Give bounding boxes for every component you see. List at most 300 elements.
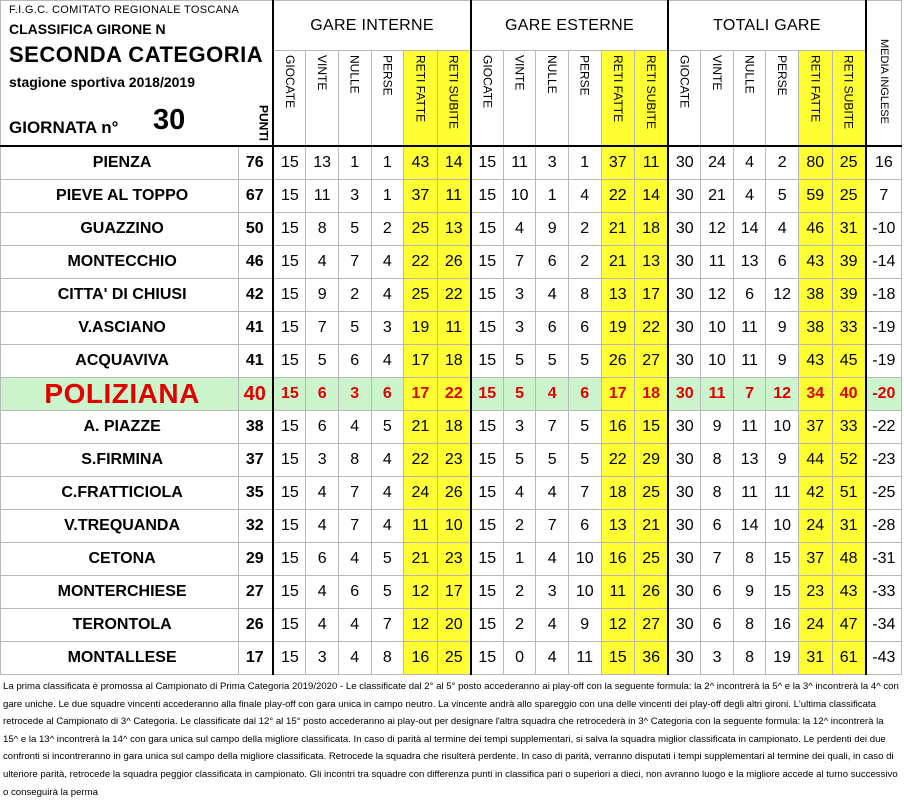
away-stat-cell: 14 [635,180,669,213]
home-stat-cell: 15 [273,180,306,213]
away-stat-cell: 6 [536,312,569,345]
total-stat-cell: 9 [701,411,734,444]
media-inglese-cell: -28 [866,510,902,543]
away-stat-cell: 5 [568,411,601,444]
total-stat-cell: 23 [798,576,832,609]
total-stat-cell: 8 [733,642,766,675]
total-stat-cell: 14 [733,213,766,246]
home-stat-cell: 4 [371,246,404,279]
media-inglese-cell: -14 [866,246,902,279]
total-stat-cell: 11 [733,477,766,510]
team-points: 40 [239,378,274,411]
team-points: 76 [239,146,274,180]
category-title: SECONDA CATEGORIA [9,42,264,67]
total-stat-cell: 42 [798,477,832,510]
away-stat-cell: 2 [568,246,601,279]
home-stat-cell: 4 [338,642,371,675]
column-header-total-4 [798,51,832,147]
away-stat-cell: 13 [601,279,635,312]
media-inglese-cell: -33 [866,576,902,609]
season-label: stagione sportiva 2018/2019 [9,74,195,90]
home-stat-cell: 6 [338,345,371,378]
home-stat-cell: 7 [338,246,371,279]
column-header-home-1 [306,51,339,147]
team-name: ACQUAVIVA [1,345,239,378]
total-stat-cell: 9 [766,312,799,345]
home-stat-cell: 6 [306,543,339,576]
team-points: 42 [239,279,274,312]
column-header-home-2 [338,51,371,147]
home-stat-cell: 1 [338,146,371,180]
home-stat-cell: 22 [404,246,438,279]
team-points: 37 [239,444,274,477]
home-stat-cell: 17 [404,378,438,411]
home-stat-cell: 25 [404,213,438,246]
total-stat-cell: 30 [668,180,701,213]
home-stat-cell: 21 [404,543,438,576]
group-total-header: TOTALI GARE [668,1,865,51]
team-points: 50 [239,213,274,246]
away-stat-cell: 3 [536,576,569,609]
team-name: CITTA' DI CHIUSI [1,279,239,312]
column-header-total-5 [832,51,866,147]
away-stat-cell: 6 [568,312,601,345]
total-stat-cell: 38 [798,312,832,345]
table-row [1,576,902,609]
media-inglese-cell: -34 [866,609,902,642]
home-stat-cell: 16 [404,642,438,675]
home-stat-cell: 15 [273,576,306,609]
column-header-total-3 [766,51,799,147]
total-stat-cell: 9 [766,345,799,378]
away-stat-cell: 15 [471,180,504,213]
total-stat-cell: 15 [766,543,799,576]
away-stat-cell: 3 [503,411,536,444]
total-stat-cell: 31 [832,213,866,246]
team-name: V.ASCIANO [1,312,239,345]
home-stat-cell: 4 [371,279,404,312]
total-stat-cell: 33 [832,312,866,345]
total-stat-cell: 30 [668,609,701,642]
table-row [1,345,902,378]
away-stat-cell: 25 [635,543,669,576]
column-header-label: RETI SUBITE [841,55,856,130]
away-stat-cell: 0 [503,642,536,675]
home-stat-cell: 4 [338,411,371,444]
home-stat-cell: 22 [437,378,471,411]
total-stat-cell: 30 [668,378,701,411]
total-stat-cell: 6 [701,609,734,642]
table-row [1,213,902,246]
total-stat-cell: 46 [798,213,832,246]
home-stat-cell: 5 [371,411,404,444]
away-stat-cell: 18 [635,378,669,411]
home-stat-cell: 20 [437,609,471,642]
away-stat-cell: 6 [568,378,601,411]
media-inglese-cell: -20 [866,378,902,411]
home-stat-cell: 5 [371,576,404,609]
column-header-label: RETI FATTE [808,55,823,123]
team-name: S.FIRMINA [1,444,239,477]
home-stat-cell: 8 [338,444,371,477]
total-stat-cell: 30 [668,312,701,345]
home-stat-cell: 22 [404,444,438,477]
giornata-label: GIORNATA n° [9,118,119,137]
total-stat-cell: 30 [668,444,701,477]
home-stat-cell: 7 [338,477,371,510]
home-stat-cell: 23 [437,444,471,477]
home-stat-cell: 6 [306,411,339,444]
away-stat-cell: 2 [503,510,536,543]
away-stat-cell: 21 [601,246,635,279]
away-stat-cell: 1 [568,146,601,180]
home-stat-cell: 19 [404,312,438,345]
team-name: MONTECCHIO [1,246,239,279]
home-stat-cell: 2 [371,213,404,246]
table-row [1,510,902,543]
home-stat-cell: 12 [404,576,438,609]
home-stat-cell: 4 [338,609,371,642]
away-stat-cell: 15 [471,444,504,477]
total-stat-cell: 45 [832,345,866,378]
media-inglese-cell: -22 [866,411,902,444]
away-stat-cell: 15 [471,279,504,312]
away-stat-cell: 17 [635,279,669,312]
away-stat-cell: 5 [503,378,536,411]
table-row [1,444,902,477]
home-stat-cell: 13 [437,213,471,246]
total-stat-cell: 30 [668,345,701,378]
away-stat-cell: 3 [536,146,569,180]
total-stat-cell: 11 [701,246,734,279]
total-stat-cell: 30 [668,642,701,675]
home-stat-cell: 6 [338,576,371,609]
total-stat-cell: 37 [798,543,832,576]
away-stat-cell: 15 [471,642,504,675]
home-stat-cell: 5 [371,543,404,576]
total-stat-cell: 48 [832,543,866,576]
table-row [1,378,902,411]
column-header-label: RETI SUBITE [644,55,659,130]
column-header-home-3 [371,51,404,147]
away-stat-cell: 16 [601,411,635,444]
column-header-home-0 [273,51,306,147]
total-stat-cell: 4 [733,180,766,213]
away-stat-cell: 4 [536,378,569,411]
home-stat-cell: 37 [404,180,438,213]
total-stat-cell: 11 [701,378,734,411]
total-stat-cell: 19 [766,642,799,675]
home-stat-cell: 15 [273,378,306,411]
away-stat-cell: 26 [601,345,635,378]
total-stat-cell: 11 [733,345,766,378]
total-stat-cell: 8 [733,543,766,576]
away-stat-cell: 4 [536,642,569,675]
total-stat-cell: 13 [733,444,766,477]
total-stat-cell: 12 [701,213,734,246]
total-stat-cell: 25 [832,180,866,213]
home-stat-cell: 15 [273,411,306,444]
away-stat-cell: 15 [471,146,504,180]
column-header-label: RETI FATTE [610,55,625,123]
away-stat-cell: 15 [471,246,504,279]
home-stat-cell: 18 [437,345,471,378]
home-stat-cell: 15 [273,146,306,180]
away-stat-cell: 26 [635,576,669,609]
away-stat-cell: 5 [568,444,601,477]
total-stat-cell: 47 [832,609,866,642]
team-points: 67 [239,180,274,213]
total-stat-cell: 8 [733,609,766,642]
total-stat-cell: 30 [668,411,701,444]
column-header-label: VINTE [512,55,527,91]
away-stat-cell: 5 [503,345,536,378]
away-stat-cell: 27 [635,345,669,378]
total-stat-cell: 51 [832,477,866,510]
home-stat-cell: 4 [371,345,404,378]
away-stat-cell: 5 [503,444,536,477]
total-stat-cell: 30 [668,146,701,180]
total-stat-cell: 80 [798,146,832,180]
total-stat-cell: 10 [701,345,734,378]
away-stat-cell: 15 [471,609,504,642]
home-stat-cell: 25 [437,642,471,675]
total-stat-cell: 25 [832,146,866,180]
away-stat-cell: 21 [635,510,669,543]
home-stat-cell: 7 [371,609,404,642]
away-stat-cell: 15 [471,345,504,378]
column-header-label: NULLE [347,55,362,94]
column-header-total-0 [668,51,701,147]
total-stat-cell: 40 [832,378,866,411]
total-stat-cell: 12 [766,378,799,411]
team-points: 38 [239,411,274,444]
away-stat-cell: 9 [568,609,601,642]
away-stat-cell: 1 [536,180,569,213]
column-header-label: VINTE [710,55,725,91]
home-stat-cell: 5 [338,312,371,345]
away-stat-cell: 13 [635,246,669,279]
total-stat-cell: 33 [832,411,866,444]
home-stat-cell: 15 [273,642,306,675]
home-stat-cell: 3 [338,180,371,213]
table-row [1,609,902,642]
team-points: 41 [239,345,274,378]
home-stat-cell: 4 [306,510,339,543]
home-stat-cell: 11 [404,510,438,543]
away-stat-cell: 12 [601,609,635,642]
total-stat-cell: 9 [766,444,799,477]
away-stat-cell: 37 [601,146,635,180]
total-stat-cell: 37 [798,411,832,444]
home-stat-cell: 23 [437,543,471,576]
home-stat-cell: 6 [306,378,339,411]
media-inglese-cell: -19 [866,345,902,378]
away-stat-cell: 7 [503,246,536,279]
away-stat-cell: 25 [635,477,669,510]
away-stat-cell: 10 [503,180,536,213]
total-stat-cell: 5 [766,180,799,213]
column-header-total-2 [733,51,766,147]
team-name: V.TREQUANDA [1,510,239,543]
media-header [866,1,902,147]
standings-body [1,146,902,675]
home-stat-cell: 15 [273,477,306,510]
away-stat-cell: 19 [601,312,635,345]
column-header-label: PERSE [577,55,592,96]
home-stat-cell: 24 [404,477,438,510]
home-stat-cell: 22 [437,279,471,312]
total-stat-cell: 10 [766,411,799,444]
home-stat-cell: 12 [404,609,438,642]
total-stat-cell: 6 [701,576,734,609]
away-stat-cell: 15 [471,477,504,510]
home-stat-cell: 4 [306,477,339,510]
team-points: 41 [239,312,274,345]
column-header-home-4 [404,51,438,147]
home-stat-cell: 18 [437,411,471,444]
column-header-label: GIOCATE [677,55,692,109]
giornata-number: 30 [153,104,186,136]
table-row [1,146,902,180]
total-stat-cell: 10 [766,510,799,543]
column-header-away-0 [471,51,504,147]
home-stat-cell: 15 [273,246,306,279]
total-stat-cell: 39 [832,246,866,279]
total-stat-cell: 11 [766,477,799,510]
home-stat-cell: 26 [437,246,471,279]
total-stat-cell: 30 [668,510,701,543]
home-stat-cell: 25 [404,279,438,312]
away-stat-cell: 4 [536,477,569,510]
regulation-notes: La prima classificata è promossa al Campionato di Prima Categoria 2019/2020 - Le classificate dal 2° al 5° posto accederanno ai play-off con la seguente formula: la 2^ incontrerà la 5^ e la 3^ incontrerà la 4^ con gare uniche. Le due squadre vincenti accederanno alla finale play-off con gara unica in campo neutro. La vincente andrà allo spareggio con una delle vincenti dei play-off degli altri gironi. L'ultima classificata retrocede al Campionato di 3^ Categoria. Le classificate dal 12° al 15° posto accederanno ai play-out per designare l'altra squadra che retrocederà in 3^ Categoria con la seguente formula: la 12^ incontrerà la 15^ e la 13^ incontrerà la 14^ con gara unica sul campo della migliore classificata. In caso di parità al termine dei tempi supplementari, si salva la squadra miglior classificata in campionato. Le perdenti dei due confronti si incontreranno in gara unica sul campo della migliore classificata. Retrocede la squadra che risulterà perdente. In caso di parità, verranno disputati i tempi supplementari al termine dei quali, in caso di ulteriore parità, retrocede la squadra peggior classificata in campionato. Gli incontri tra squadre con differenza punti in classifica pari o superiori a dieci, non avranno luogo e la migliore accede al turno successivo o conseguirà la perma [3,681,899,798]
home-stat-cell: 9 [306,279,339,312]
media-inglese-cell: -43 [866,642,902,675]
total-stat-cell: 30 [668,213,701,246]
punti-label: PUNTI [256,105,271,141]
home-stat-cell: 5 [306,345,339,378]
away-stat-cell: 6 [536,246,569,279]
home-stat-cell: 6 [371,378,404,411]
away-stat-cell: 15 [471,378,504,411]
total-stat-cell: 21 [701,180,734,213]
media-inglese-cell: -18 [866,279,902,312]
total-stat-cell: 3 [701,642,734,675]
table-row [1,642,902,675]
total-stat-cell: 43 [798,246,832,279]
team-points: 46 [239,246,274,279]
total-stat-cell: 52 [832,444,866,477]
away-stat-cell: 4 [503,477,536,510]
home-stat-cell: 2 [338,279,371,312]
home-stat-cell: 21 [404,411,438,444]
total-stat-cell: 30 [668,543,701,576]
group-home-header: GARE INTERNE [273,1,470,51]
total-stat-cell: 31 [798,642,832,675]
total-stat-cell: 30 [668,576,701,609]
team-name: CETONA [1,543,239,576]
column-header-home-5 [437,51,471,147]
home-stat-cell: 7 [338,510,371,543]
total-stat-cell: 43 [798,345,832,378]
team-name: MONTERCHIESE [1,576,239,609]
away-stat-cell: 11 [568,642,601,675]
away-stat-cell: 4 [568,180,601,213]
total-stat-cell: 4 [766,213,799,246]
total-stat-cell: 10 [701,312,734,345]
away-stat-cell: 5 [536,444,569,477]
home-stat-cell: 8 [371,642,404,675]
team-points: 32 [239,510,274,543]
away-stat-cell: 4 [536,279,569,312]
column-header-label: GIOCATE [480,55,495,109]
home-stat-cell: 3 [338,378,371,411]
team-name: C.FRATTICIOLA [1,477,239,510]
away-stat-cell: 2 [503,576,536,609]
home-stat-cell: 10 [437,510,471,543]
table-row [1,411,902,444]
home-stat-cell: 5 [338,213,371,246]
column-header-label: PERSE [775,55,790,96]
away-stat-cell: 18 [601,477,635,510]
away-stat-cell: 15 [471,543,504,576]
column-header-away-3 [568,51,601,147]
home-stat-cell: 4 [306,246,339,279]
away-stat-cell: 15 [471,411,504,444]
away-stat-cell: 5 [536,345,569,378]
home-stat-cell: 4 [371,510,404,543]
away-stat-cell: 10 [568,576,601,609]
home-stat-cell: 15 [273,510,306,543]
total-stat-cell: 2 [766,146,799,180]
total-stat-cell: 15 [766,576,799,609]
column-header-label: PERSE [380,55,395,96]
home-stat-cell: 15 [273,609,306,642]
total-stat-cell: 11 [733,411,766,444]
away-stat-cell: 8 [568,279,601,312]
total-stat-cell: 9 [733,576,766,609]
away-stat-cell: 17 [601,378,635,411]
total-stat-cell: 43 [832,576,866,609]
total-stat-cell: 61 [832,642,866,675]
home-stat-cell: 4 [306,609,339,642]
away-stat-cell: 29 [635,444,669,477]
home-stat-cell: 11 [437,312,471,345]
total-stat-cell: 24 [798,609,832,642]
away-stat-cell: 11 [601,576,635,609]
away-stat-cell: 2 [568,213,601,246]
total-stat-cell: 6 [766,246,799,279]
home-stat-cell: 4 [338,543,371,576]
home-stat-cell: 4 [306,576,339,609]
team-name: PIEVE AL TOPPO [1,180,239,213]
total-stat-cell: 30 [668,246,701,279]
away-stat-cell: 6 [568,510,601,543]
header-block [1,1,274,147]
table-row [1,477,902,510]
home-stat-cell: 1 [371,180,404,213]
away-stat-cell: 4 [536,543,569,576]
home-stat-cell: 11 [437,180,471,213]
federation-name: F.I.G.C. COMITATO REGIONALE TOSCANA [9,4,240,16]
media-inglese-cell: -31 [866,543,902,576]
media-inglese-cell: 7 [866,180,902,213]
total-stat-cell: 34 [798,378,832,411]
away-stat-cell: 18 [635,213,669,246]
classifica-title: CLASSIFICA GIRONE N [9,21,166,37]
media-inglese-cell: -25 [866,477,902,510]
group-away-header: GARE ESTERNE [471,1,668,51]
